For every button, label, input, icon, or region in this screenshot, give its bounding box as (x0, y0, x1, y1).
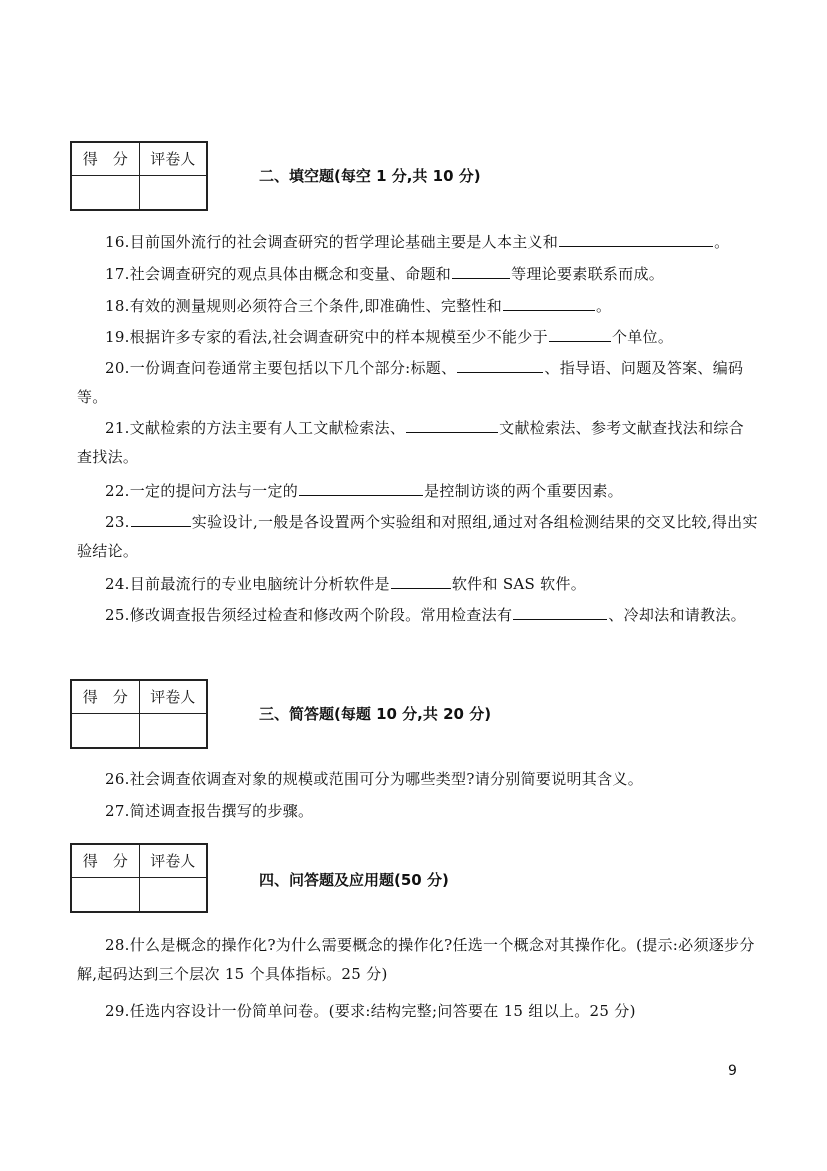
score-cell[interactable] (71, 175, 139, 210)
page-number: 9 (728, 1063, 737, 1079)
question-21: 21.文献检索的方法主要有人工文献检索法、 文献检索法、参考文献查找法和综合查找法。 (77, 419, 744, 466)
answer-blank[interactable] (299, 481, 423, 496)
question-27: 27.简述调查报告撰写的步骤。 (105, 802, 314, 820)
grader-header: 评卷人 (139, 680, 207, 713)
question-29: 29.任选内容设计一份简单问卷。(要求:结构完整;问答要在 15 组以上。25 分) (105, 1002, 636, 1020)
section-title-fill-in: 二、填空题(每空 1 分,共 10 分) (259, 167, 481, 185)
score-table (70, 843, 208, 913)
grader-header: 评卷人 (139, 844, 207, 877)
score-cell[interactable] (71, 877, 139, 912)
question-23: 23. 实验设计,一般是各设置两个实验组和对照组,通过对各组检测结果的交叉比较,得出实验结论。 (77, 513, 758, 560)
answer-blank[interactable] (131, 512, 191, 527)
score-header: 得 分 (71, 844, 139, 877)
answer-blank[interactable] (513, 605, 607, 620)
answer-blank[interactable] (391, 574, 451, 589)
answer-blank[interactable] (452, 264, 510, 279)
question-20: 20.一份调查问卷通常主要包括以下几个部分:标题、 、指导语、问题及答案、编码等。 (77, 359, 744, 406)
answer-blank[interactable] (559, 232, 713, 247)
score-table (70, 679, 208, 749)
answer-blank[interactable] (503, 296, 595, 311)
section-title-essay: 四、问答题及应用题(50 分) (259, 871, 449, 889)
answer-blank[interactable] (549, 327, 611, 342)
score-header: 得 分 (71, 680, 139, 713)
question-28: 28.什么是概念的操作化?为什么需要概念的操作化?任选一个概念对其操作化。(提示:必须逐步分解,起码达到三个层次 15 个具体指标。25 分) (77, 936, 755, 983)
grader-cell[interactable] (139, 175, 207, 210)
score-table (70, 141, 208, 211)
question-26: 26.社会调查依调查对象的规模或范围可分为哪些类型?请分别简要说明其含义。 (105, 770, 644, 788)
grader-cell[interactable] (139, 713, 207, 748)
question-16: 16.目前国外流行的社会调查研究的哲学理论基础主要是人本主义和 。 (105, 233, 730, 251)
section-title-short-answer: 三、简答题(每题 10 分,共 20 分) (259, 705, 492, 723)
question-17: 17.社会调查研究的观点具体由概念和变量、命题和 等理论要素联系而成。 (105, 265, 665, 283)
score-header: 得 分 (71, 142, 139, 175)
question-25: 25.修改调查报告须经过检查和修改两个阶段。常用检查法有 、冷却法和请教法。 (105, 606, 746, 624)
grader-cell[interactable] (139, 877, 207, 912)
question-22: 22.一定的提问方法与一定的 是控制访谈的两个重要因素。 (105, 482, 623, 500)
grader-header: 评卷人 (139, 142, 207, 175)
score-cell[interactable] (71, 713, 139, 748)
question-18: 18.有效的测量规则必须符合三个条件,即准确性、完整性和 。 (105, 297, 612, 315)
question-24: 24.目前最流行的专业电脑统计分析软件是 软件和 SAS 软件。 (105, 575, 587, 593)
answer-blank[interactable] (457, 358, 543, 373)
answer-blank[interactable] (406, 418, 498, 433)
question-19: 19.根据许多专家的看法,社会调查研究中的样本规模至少不能少于 个单位。 (105, 328, 674, 346)
